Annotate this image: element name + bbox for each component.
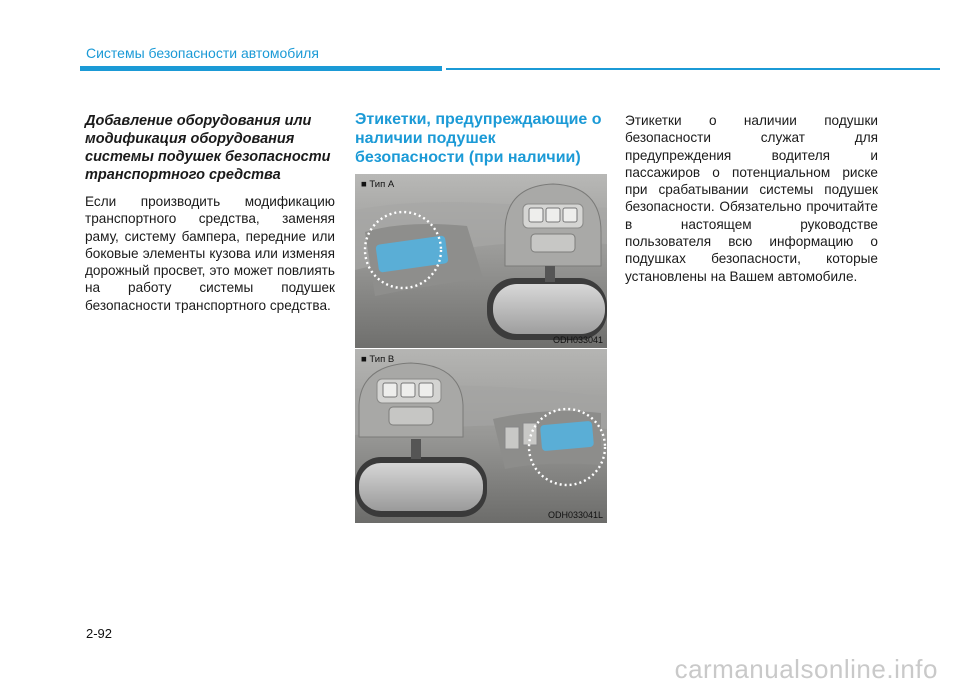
figure-type-a-label: ■ Тип A xyxy=(361,179,395,190)
watermark: carmanualsonline.info xyxy=(674,654,938,684)
header-title: Системы безопасности автомобиля xyxy=(86,45,319,61)
labels-heading-block xyxy=(355,110,607,167)
header-rule-thin xyxy=(446,68,940,70)
labels-heading: Этикетки, предупреждающие о наличии подушек безопасности (при наличии) xyxy=(355,111,602,166)
page-number: 2-92 xyxy=(86,626,113,641)
header-rule-thick xyxy=(80,66,442,71)
labels-body: Этикетки о наличии подушки безопасности служат для предупреждения водителя и пассажиров о потенциальном риске при срабатывании системы подушек безопасности. Обязательно прочитайте в настоящем руководстве пользователя всю информацию о подушках безопасности, которые установлены на Вашем автомобиле. xyxy=(625,113,878,284)
headliner-type-b-illustration xyxy=(355,349,607,523)
modification-heading: Добавление оборудования или модификация оборудования системы подушек безопасности транспортного средства xyxy=(85,113,331,183)
modification-section xyxy=(85,112,335,314)
modification-body: Если производить модификацию транспортного средства, заменяя раму, систему бампера, передние или боковые элементы кузова или изменяя дорожный просвет, это может повлиять на работу системы подушек безопасности транспортного средства. xyxy=(85,194,335,313)
figure-type-b-code: ODH033041L xyxy=(547,510,603,520)
figure-type-b-label: ■ Тип B xyxy=(361,354,395,365)
labels-body-block xyxy=(625,112,878,285)
figure-type-b xyxy=(355,349,607,523)
figure-type-a-code: ODH033041 xyxy=(552,335,603,345)
headliner-type-a-illustration xyxy=(355,174,607,348)
figure-type-a xyxy=(355,174,607,348)
